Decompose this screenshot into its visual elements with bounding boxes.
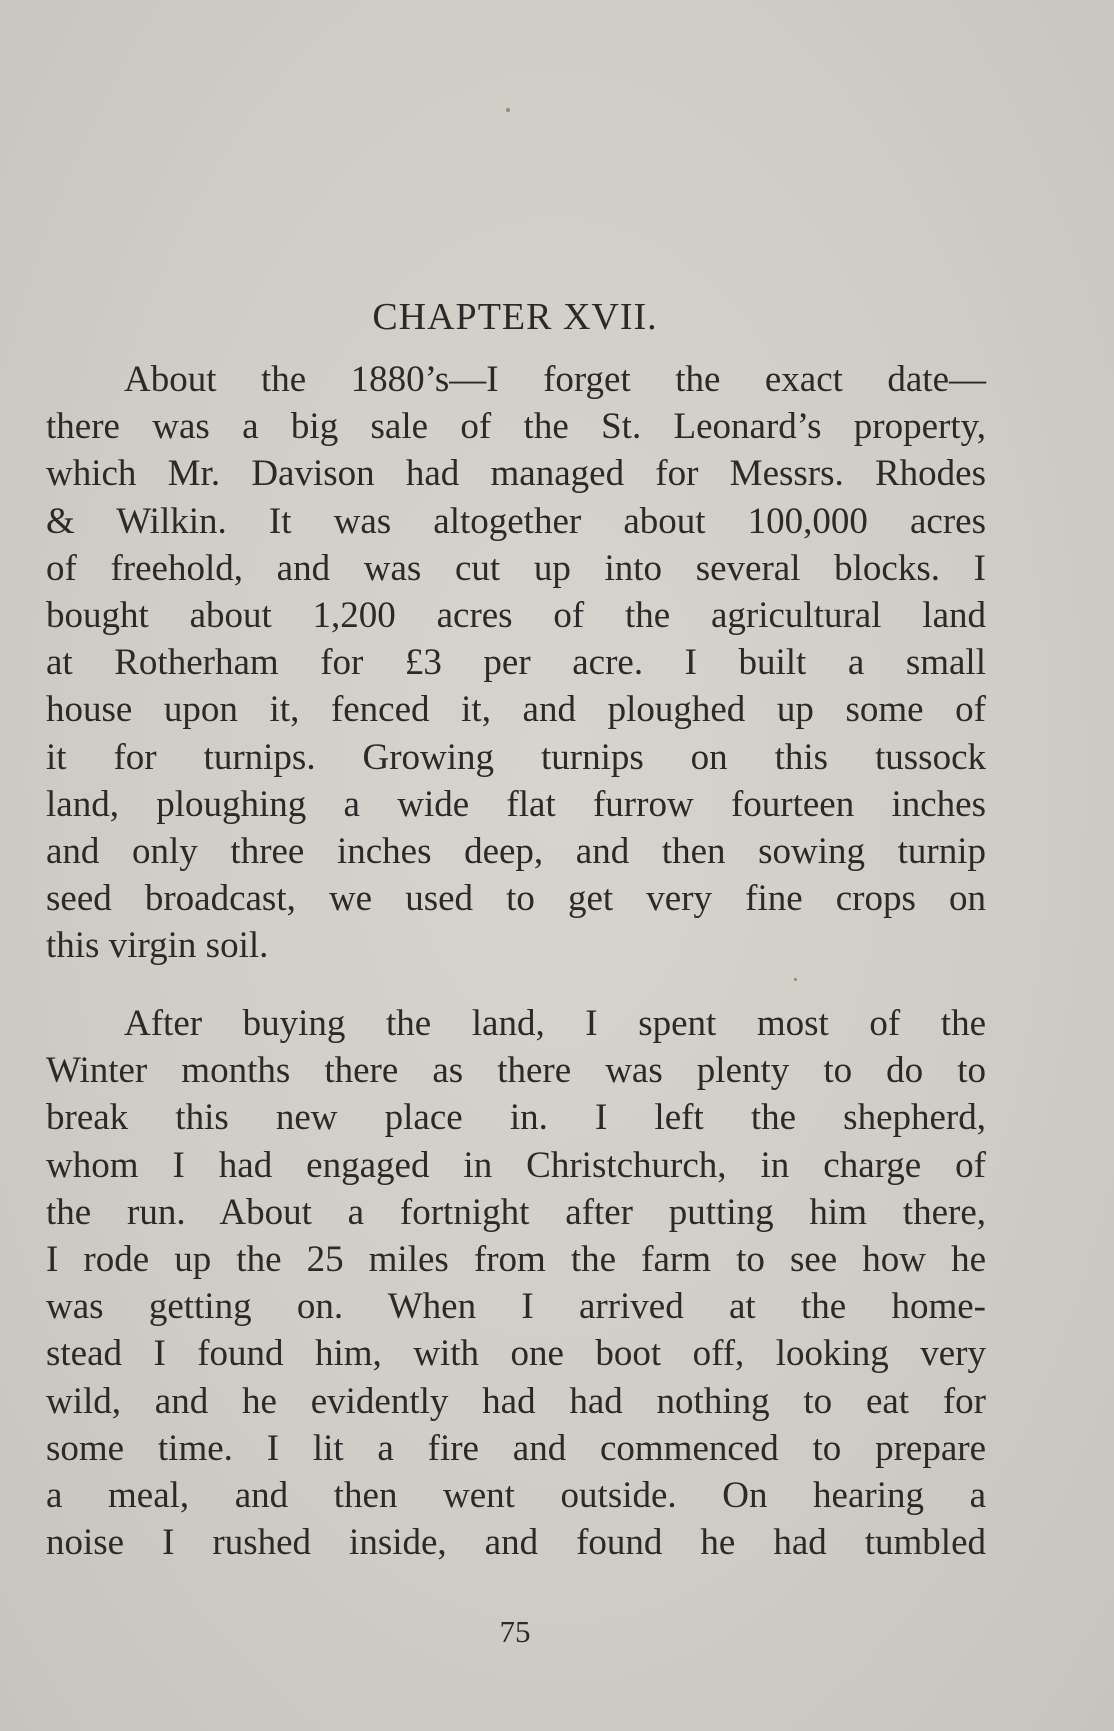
text-line: it for turnips. Growing turnips on this tussock [46, 736, 986, 778]
text-line: wild, and he evidently had had nothing to eat for [46, 1380, 986, 1422]
text-line: which Mr. Davison had managed for Messrs. Rhodes [46, 453, 986, 495]
text-line: & Wilkin. It was altogether about 100,000 acres [46, 500, 986, 542]
text-line: After buying the land, I spent most of the [124, 1003, 986, 1044]
page-number: 75 [499, 1614, 531, 1649]
text-line: whom I had engaged in Christchurch, in charge of [46, 1144, 986, 1186]
text-line: was getting on. When I arrived at the home- [46, 1286, 986, 1328]
text-line: seed broadcast, we used to get very fine crops on [46, 878, 986, 920]
text-line: the run. About a fortnight after putting him there, [46, 1191, 986, 1233]
text-line: I rode up the 25 miles from the farm to see how he [46, 1239, 986, 1281]
text-line: noise I rushed inside, and found he had tumbled [46, 1522, 986, 1564]
paper-speck [506, 108, 510, 112]
text-line: land, ploughing a wide flat furrow fourteen inches [46, 783, 986, 825]
text-line: there was a big sale of the St. Leonard’s property, [46, 406, 986, 448]
paragraph-1 [46, 356, 986, 970]
text-line: some time. I lit a fire and commenced to prepare [46, 1427, 986, 1469]
paper-speck [794, 978, 797, 981]
text-line: a meal, and then went outside. On hearing a [46, 1475, 986, 1517]
text-line: About the 1880’s—I forget the exact date— [124, 359, 986, 400]
text-line: and only three inches deep, and then sowing turnip [46, 831, 986, 873]
text-line: this virgin soil. [46, 925, 269, 967]
text-line: Winter months there as there was plenty to do to [46, 1050, 986, 1092]
paragraph-2 [46, 1000, 986, 1566]
chapter-title: CHAPTER XVII. [372, 296, 658, 338]
text-line: of freehold, and was cut up into several blocks. I [46, 547, 986, 589]
text-line: bought about 1,200 acres of the agricultural land [46, 595, 986, 637]
text-line: stead I found him, with one boot off, looking very [46, 1333, 986, 1375]
text-line: break this new place in. I left the shepherd, [46, 1097, 986, 1139]
text-line: at Rotherham for £3 per acre. I built a small [46, 642, 986, 684]
text-line: house upon it, fenced it, and ploughed up some of [46, 689, 986, 731]
